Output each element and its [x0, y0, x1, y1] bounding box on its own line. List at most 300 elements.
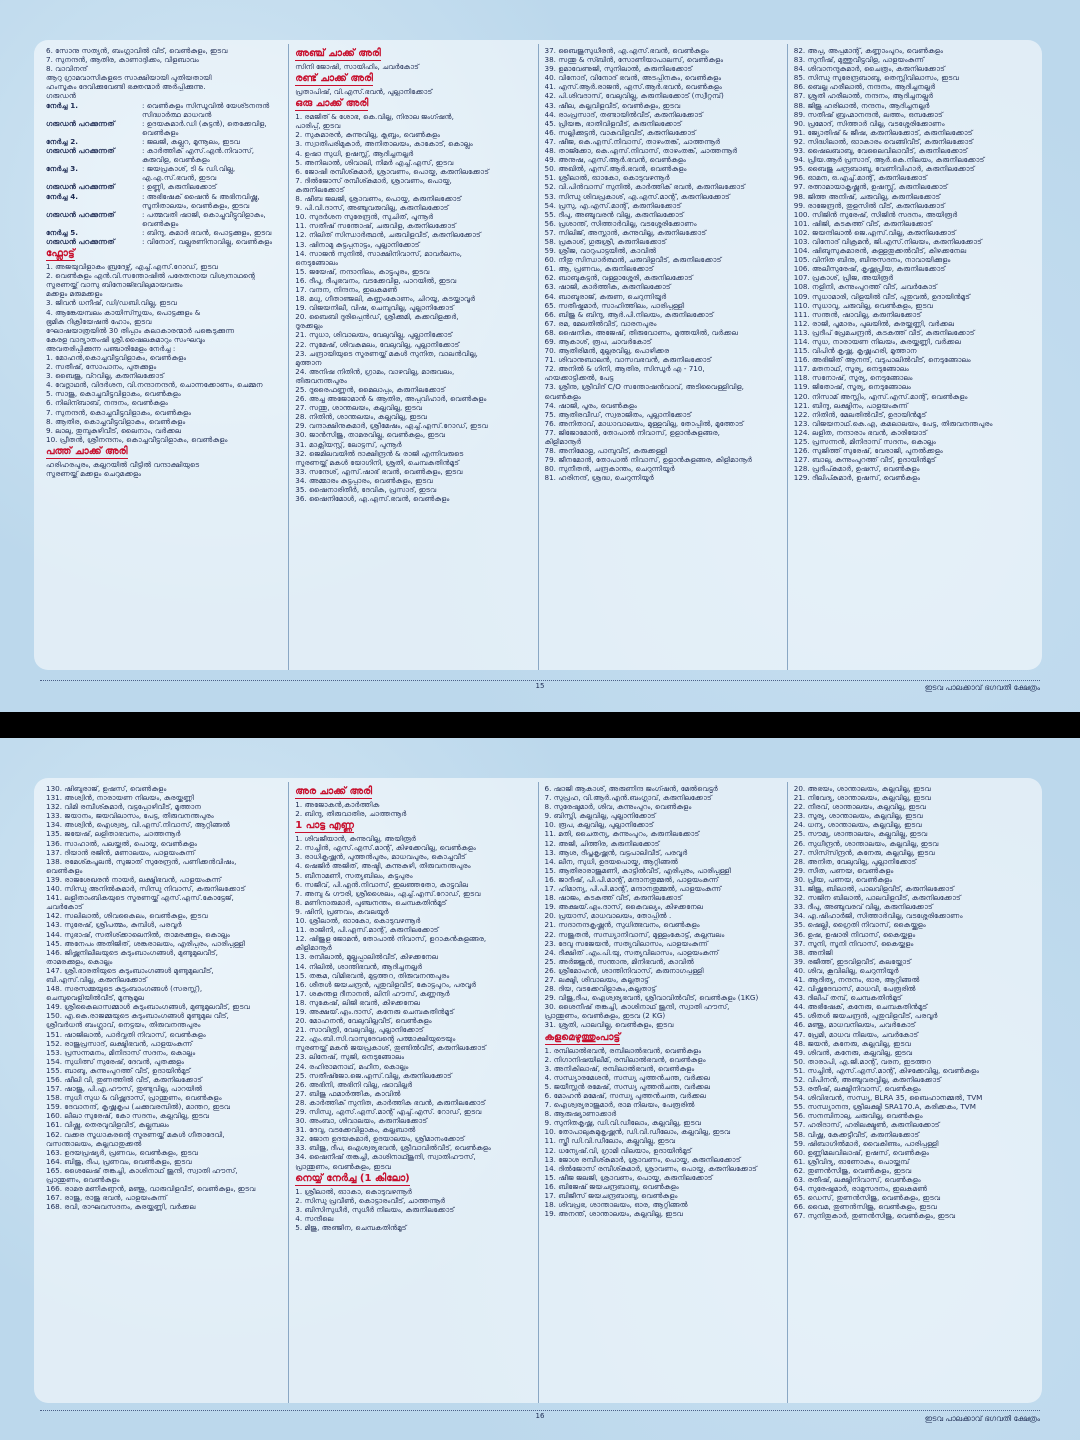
list-item: 29. വന്ദാക്ഷിനുകുമാർ, ശ്രീമേഷം, എച്ച്.എസ്.റോഡ്, ഇടവ [295, 421, 488, 431]
list-item: 41. എസ്.ആർ.രാജൻ, എസ്.ആർ.ഭവൻ, വെൺകുളം [544, 82, 722, 92]
list-item: 20. പ്രയാസ്, മാധവാലയം, തോപ്പിൽ . [544, 911, 672, 921]
list-item: 148. സരസമ്മയുടെ കുടുംബാംഗങ്ങൾ (സരസ്സ്), [46, 984, 203, 994]
offering-value: : ഉണ്ണി, കരുനിലക്കോട് [142, 182, 217, 192]
list-item: 27. ലക്ഷ്മി, ശിവാലയം, കല്ലുതാട്ട് [544, 974, 649, 984]
list-item: 68. ഷൈനിക, അജേഷ്, തിരുവോണം, മുത്തയിൽ, വർക്കല [544, 327, 738, 337]
list-item: 85. സിന്ധു സുരേന്ദ്രബാബു, തെസ്സിവിലാസം, ഇടവ [793, 73, 959, 83]
list-item: തിരുവനന്തപുരം [295, 375, 347, 385]
list-item: 27. ബിജു ഫമാർത്തിക, കാവിൽ [295, 1088, 401, 1098]
list-item: 71. ശിവാനുബാലൻ, വാസവഭവൻ, കരുനിലക്കോട് [544, 355, 712, 365]
list-item: 83. സുനീഷ്, മുത്തുവീട്ടുവിള, പാളയംകുന്ന് [793, 55, 925, 65]
list-item: 40. ശിവ, കൂവിലില്ല, ചെറുന്നിയൂർ [793, 965, 899, 975]
list-item: 60. നീതു സിന്ധാർത്ഥൻ, ചരുവിളവീട്, കരുനിലക്കോട് [544, 255, 722, 265]
list-item: ദൂരക്കല്ലും [295, 321, 323, 331]
list-item: 6. മോഹൻ മമേഷ്, സന്ധ്യ പുത്തൻചന്ത, വർക്കല [544, 1091, 706, 1100]
section-title-five-sacks: അഞ്ച് ചാക്ക് അരി [295, 48, 381, 59]
list-item: പാരിപ്പ്, ഇടവ [295, 121, 341, 131]
page-15 [0, 0, 1080, 712]
list-item: 30. പ്രിയ, പണയ, വെൺകുളം [793, 874, 893, 884]
list-item: 158. സുധീ സുധ & വിഷ്ണുദാസ്, പ്രാന്തുണം, വെൺകുളം [46, 1093, 222, 1103]
offering-value: : ജയപ്രകാശ്, ടി & ഡി.വില്ല, എ.എ.സ്.ഭവൻ, ഇടവ [142, 164, 236, 183]
list-item: 21. സദാനന്ദകൃഷ്ണൻ, സുധിത്ഭവനം, വെൺകുളം [544, 920, 700, 930]
list-item: സ്മരണയ്ക്ക് മകൾ യോഗിനി, ശ്രുതി, ചെമ്പകതിൻമൂട് [295, 457, 460, 467]
list-item: 9. സുനിതകൃഷ്ണ, ഡി.വി.ഡീലോം, കല്ലുവില്ല, ഇടവ [544, 1118, 701, 1128]
list-item: 34. അമ്മാരം കുട്ടപ്പാരം, വെൺകുളം, ഇടവ [295, 475, 433, 485]
list-item: 163. ഉദയപ്രഷ്യർ, പ്രണവം, വെൺകുളം, ഇടവ [46, 1147, 198, 1157]
list-item: 90. പ്രമോദ്, സിത്താർ വില്ല, വടശ്ശേരിക്കോണം [793, 118, 945, 128]
offering-row [46, 182, 282, 191]
list-item: 3. ബൈജു, വ്റവില്ല, കരുനിലക്കോട് [46, 371, 164, 381]
list-item: 3. രാധികൃഷ്ണൻ, പുത്തൻപുരം, മാധവപുരം, കൊച്ചുവീട് [295, 852, 466, 862]
list-item: 35. ഷൈനാരിതീർ, ദേവിക, പ്രസാദ്, ഇടവ [295, 485, 437, 495]
list-item: 98. ജിത്ത അനിഷ്, ചരുവില്ല, കരുനിലക്കോട് [793, 191, 941, 201]
list-item: 151. ഷാജിലാൽ, പാർവ്വതി നിവാസ്, വെൺകുളം [46, 1029, 206, 1039]
list-item: 141. ലളിതാംബികയുടെ സ്മരണയ്ക്ക് എസ്.എസ്.കോട്ടേജ്, [46, 893, 234, 903]
donor-list [46, 784, 282, 1211]
list-item: 1. അജയുവിളാകം ബ്രദേഴ്സ്, എച്ച്.എസ്.റോഡ്, ഇടവ [46, 262, 218, 272]
list-item: 53. സിന്ധു ശിവപ്രകാശ്, എ.എസ്.മാന്റ്, കരുനിലക്കോട് [544, 191, 730, 201]
list-item: 2. സതീഷ്, സോപാനം, പുതക്കുളം [46, 362, 157, 372]
offering-value: : കാർത്തിക് എസ്.എൻ.നിവാസ്, കുരുവിള, വെൺകുളം [142, 146, 255, 165]
donor-list [545, 46, 781, 483]
list-item: 54. ശിവിഭവൻ, സന്ധ്യ, BLRA 35, ബൈഹാനമ്മൽ, TVM [793, 1093, 983, 1103]
list-item: 57. സിലിജ്, അസ്ലാൻ, കുന്നുവില്ല, കരുനിലക്കോട് [544, 227, 707, 237]
list-item: 2. സുകുമാരൻ, കുന്നുവില്ല, ക്ലബ്ബം, വെൺകുളം [295, 130, 440, 140]
list-item: 2. വെൺകുളം എൻ.വി.സന്തോഷിൽ പരേതനായ വിശ്വനാഥന്റെ [46, 271, 256, 281]
list-item: 99. രാജേന്ദ്രൻ, തുളസിൽ വീട്, കരുനിലക്കോട് [793, 200, 945, 210]
list-item: സിനി ജോഷി, സായിഹിം, ചവർകോട് [295, 62, 419, 71]
list-item: 42. പി.ശിവദാസ്, വേലുവില്ല, കരുനിലക്കോട് (സ്വീറ്റമ്പ്) [544, 91, 724, 101]
list-item: 145. അനേപം അതിജിത്, ശങ്കരാലയം, എരിപ്പുരം, പാരിപ്പള്ളി [46, 938, 246, 948]
list-item: 57. ഹരിദാസ്, ഹരിലക്ഷ്മൺ, കരുനിലക്കോട് [793, 1120, 940, 1130]
list-item: കിളിമാനൂർ [295, 943, 332, 953]
list-item: 167. രാജു, രാജു ഭവൻ, പാളയംകുന്ന് [46, 1193, 167, 1203]
content-panel [34, 40, 1042, 670]
list-item: 5. ബീനാമണി, സത്യബിലം, കട്ടുപുരം [295, 870, 413, 880]
list-item: 27. സിസ്സ്ന്ദ്രൻ, കനേരു, കല്ലുവില്ല, ഇടവ [793, 847, 935, 857]
list-item: 60. ഉണ്ണിമലവിലാഷ്, ഉഷസ്, വെൺകുളം [793, 1147, 930, 1157]
list-item: 9. ലാലു, തുമ്പുകുഴിവീട്, ലൈനാം, വർക്കല [46, 425, 182, 435]
list-item: 2. ബിന്ദു, തിരുവാതിര, ചാത്തന്നൂർ [295, 809, 407, 819]
list-item: 17. വന്ദന, നിന്ദനം, ഇലകമൺ [295, 284, 398, 294]
list-item: പ്രാന്തുണം, വെൺകുളം, ഇടവ (2 KG) [544, 1011, 666, 1021]
list-item: പ്രതാപിഷ്, വി.എസ്.ഭവൻ, പുല്ലാനിക്കോട് [295, 87, 433, 97]
list-item: 37. ബൈജുസുധീരൻ, എ.എസ്.ഭവൻ, വെൺകുളം [544, 46, 709, 55]
offering-value: : പത്മവതി ഷാജി, കൊച്ചുവീട്ടുവിളാകം, വെൺകുളം [142, 209, 266, 228]
list-item: 129. ദീലിപ്കുമാർ, ഉഷസ്, വെൺകുളം [793, 473, 920, 483]
list-item: 12. അജി, ചിത്തിര, കരുനിലക്കോട് [544, 838, 660, 848]
list-item: വസന്താലയം, കല്ലുവാതുക്കൽ [46, 1138, 142, 1148]
list-item: 14. ലീന, സുധി, ഉദയപൊയ്ക, ആറ്റിങ്ങൽ [544, 856, 678, 866]
ten-sacks-list [46, 460, 282, 478]
column-2 [288, 44, 537, 670]
list-item: 10. ശ്രീലാൽ, ഓാകോ, കൊടുവഴന്നൂർ [295, 916, 421, 926]
list-item: 13. ആശ, ദീപ്തകൃഷ്ണൻ, വട്ടപാലിവീട്, പരവൂർ [544, 847, 688, 857]
list-item: സ്മരണയ്ക്ക് മകൻ ജയപ്രകാശ്, തുണ്ടിൽവീട്, കരുനിലക്കോട് [295, 1043, 487, 1053]
column-1 [40, 44, 288, 670]
list-item: 12. ധന്യേഷ്.വി, ഗ്രാമി വിലയാം, ഉദായിൻമൂട് [544, 1145, 692, 1155]
list-item: 64. സുരേഷുമാർ, രാമുസദനം, ഇലകമൺ [793, 1184, 928, 1194]
list-item: 76. അനിതാവ്, മാധാവാലയം, മുള്ളുവില്ല, തോപ്പിൽ, മൂത്തോട് [544, 418, 744, 428]
offering-label: ഗരുഡൻ പറക്കുന്നത് [46, 236, 115, 246]
list-item: 107. പ്രകാശ്, പ്രിജ, അയിരൂർ [793, 273, 894, 283]
list-item: 91. ജ്യോതിഷ് & ജീഷ, കരുനിലക്കോട്, കരുനിലക്കോട് [793, 127, 973, 137]
list-item: 7. സുപ്രഹ, വി.ആർ.എൻ.ബംഗ്ലാവ്, കരുനിലക്കോട് [544, 793, 712, 803]
list-item: 146. ജിഷ്ണുനിലീലയുടെ കുടുംബാംഗങ്ങൾ, മുണ്ടുമുലവീട്, [46, 947, 218, 957]
list-item: 24. ദീക്ഷിത് .എം.പി.യു, സത്യവിലാസം, പാളയംകുന്ന് [544, 947, 719, 957]
list-item: 19. അക്ഷയ്.എം.ദാസ്, കനേരു ചെമ്പകതിൻമൂട് [295, 1006, 454, 1016]
section-title-oil-tin: 1 പാട്ട എണ്ണ [295, 820, 354, 832]
page-number: 15 [535, 682, 545, 690]
list-item: 7. ഐശ്വര്യരാജുമാർ, രാമ നിലയം, പേരൂരിൽ [544, 1100, 695, 1110]
offering-row [46, 137, 282, 146]
list-item: 110. സുധാവു, ചരുവില്ല, വെൺകുളം, ഇടവ [793, 300, 933, 310]
list-item: 36. ഉഷ, ഉഷാരി നിവാസ്, കൈയ്ക്കുളം [793, 929, 916, 939]
list-item: 16. ദീപു, ദീപുഭവനം, വടക്കേവിള, പാറയിൽ, ഇടവ [295, 275, 457, 285]
list-item: 27. സന്തു, ശാന്തലയം, കല്ലുവില്ല, ഇടവ [295, 403, 423, 413]
list-item: 10. രൂപ, കല്ലുവില്ല, പുല്ലാനിക്കോട് [544, 820, 654, 830]
list-item: 5. സാജു, കൊച്ചുവീട്ടുവിളാകം, വെൺകുളം [46, 389, 181, 399]
list-item: 31. മാക്സിയസ്റ്റ്, ലോട്ടസ്, പുന്നൂർ [295, 439, 402, 449]
list-item: 58. പ്രകാശ്, ഗുരുശ്രീ, കരുനിലക്കോട് [544, 236, 667, 246]
offering-row [46, 228, 282, 237]
list-item: 53. രതീഷ്, ലക്ഷ്മിനിവാസ്, വെൺകുളം [793, 1084, 921, 1094]
list-item: 10. തോപാലുകമുകൃഷ്ണൻ, ഡി.വി.ഡീലോം, കല്ലുവില്ല, ഇടവ [544, 1127, 731, 1137]
list-item: ചവർകോട് [46, 902, 83, 912]
list-item: 33. സന്ദേശ്, എസ്.ഷാഭ് ഭവൻ, വെൺകുളം, ഇടവ [295, 466, 463, 476]
list-item: 143. സുരേഷ്, ശ്രീപത്മം, കുമ്പിൾ, പരവൂർ [46, 920, 182, 930]
garudan-offerings [46, 101, 282, 247]
list-item: 47. ഷീജ, കെ.എസ്.നിവാസ്, താഴംതങ്ക്, ചാത്തന്നൂർ [544, 136, 721, 146]
list-item: 45. പ്രിയങ്ക, ഭാതിവിളവീട്, കരുനിലക്കോട് [544, 118, 682, 128]
list-item: 6. സജീവ്, പി.എൻ.നിവാസ്, ഇലഞ്ഞതോ, കാട്ടുവില [295, 879, 469, 889]
list-item: 72. അനിൽ & ഗിനി, ആതിര, സിന്ധൂർ എ - 710, [544, 364, 705, 374]
list-item: 32. സജിന ബിലാൽ, പാലവിളവീട്, കരുനിലക്കോട് [793, 893, 961, 903]
list-item: 5. മിജു, അഞ്ജിന, ചെമ്പകതിൻമൂട് [295, 1223, 407, 1233]
list-item: 116. അഭിജിത് ആനന്ദ്, വടുപാലിൽവീട്, നെടുങ്ങോലം [793, 355, 971, 365]
list-item: 21. സുധാ, ശിവാലയം, വേലുവില്ല, പുല്ലാനിക്കോട് [295, 330, 453, 340]
list-item: 147. ശ്രീ.ഭാരതിയുടെ കുടുംബാംഗങ്ങൾ മുണ്ടുമുലവീട്, [46, 965, 214, 975]
list-item: 46. സല്ലിക്കുട്ടൻ, വാകുവിളവീട്, കരുനിലക്കോട് [544, 127, 696, 137]
list-item: 1. ശിവജീയാൻ, കുന്നുവില്ല, അയിരൂർ [295, 834, 416, 844]
list-item: 134. അശ്വിൻ, ഐശ്വര്യ, വി.എസ്.നിവാസ്, ആറ്റിങ്ങൽ [46, 820, 231, 830]
list-item: കരുനിലക്കോട് [295, 184, 345, 194]
section-title-ghee: നെയ്യ് നേർച്ച (1 കിലോ) [295, 1172, 410, 1184]
list-item: 78. അനിമോളു, പാമ്പുവീട്, കരുക്കള്ളി [544, 446, 668, 456]
list-item: ബി.എസ്.വില്ല, കരുനിലക്കോട് [46, 974, 147, 984]
list-item: 75. ആതിരവീഡ്, സ്വരാജിതം, പുല്ലാനിക്കോട് [544, 409, 692, 419]
list-item: പ്രാന്തുണം, വെൺകുളം [46, 1175, 120, 1185]
list-item: 25. അർജ്ജുൻ, സന്താനു, മിനിഭവൻ, കാവിൽ [544, 956, 695, 966]
list-item: 122. നിതിൻ, മേലതിൽവീട്, ഉദായിൻമൂട് [793, 409, 927, 419]
list-item: 40. വിനോദ്, വിനോദ് ഭവൻ, അടപ്പിനകം, വെൺകുളം [544, 73, 722, 83]
offering-value: : ഉദയകുമാർ.ഡി (കുട്ടൻ), തെക്കേവിള, വെൺകുളം [142, 118, 267, 137]
list-item: 155. ബാബു, കുന്നുംപുറത്ത് വീട്, ഉദായിൻമൂട് [46, 1065, 191, 1075]
list-item: 31. ജിജു, ബിലാൽ, പാലവിളവീട്, കരുനിലക്കോട് [793, 884, 955, 894]
offering-row [46, 119, 282, 137]
list-item: 16. ശീതൾ ജയചന്ദ്രൻ, പുതുവിളവീട്, കോട്ടപുറം, പരവൂർ [295, 979, 477, 989]
list-item: 15. തങ്കമ, വിമിഭവൻ, മുട്ടത്തറ, തിരുവനന്തപുരം [295, 970, 450, 980]
list-item: 8. മണിനാരുമാർ, പുഞ്ചനന്തം, ചെമ്പകതിൻമൂട് [295, 897, 447, 907]
list-item: 51. സച്ചിൻ, എസ്.എസ്.മാന്റ്, കിഴക്കേവില്ല, വെൺകുളം [793, 1065, 979, 1075]
list-item: 16. ജാദീഷ്, പി.പി.മാന്റ്, മന്ദാനതുമ്മൽ, പാളയംകുന്ന് [544, 874, 719, 884]
section-title-two-sacks: രണ്ട് ചാക്ക് അരി [295, 73, 373, 85]
list-item: 111. സന്തൻ, ഷാവില്ല, കരുനിലക്കോട് [793, 309, 922, 319]
list-item: 17. ശകുന്തള ദീനാനൻ, ലിനി ഹൗസ്, കണ്ണനൂർ [295, 988, 450, 998]
list-item: 29. വിജു,ദീപ, ഐശ്വര്യഭവൻ, ശ്രീവാവിൽവീട്, വെൺകുളം (1KG) [544, 993, 759, 1003]
list-item: 14. സാജൻ സുനിൽ, സാക്ഷിനിവാസ്, മാവർലനം, [295, 248, 462, 258]
list-item: 153. പ്രസന്നമനം, മിനിദാസ് സദനം, കൊല്ലം [46, 1047, 196, 1057]
list-item: 15. ജയേഷ്, നന്ദാനിലം, കാട്ടുപുരം, ഇടവ [295, 266, 430, 276]
list-item: 22. എം.ബി.സി.വാസുദേവന്റെ പത്മാക്ഷിയുടെയും [295, 1034, 456, 1044]
list-item: 26. സുധീന്ദ്രൻ, ശാന്താലയം, കല്ലുവില്ല, ഇടവ [793, 838, 939, 848]
list-item: 8. വാവിനന്ദ് [46, 64, 88, 74]
list-item: 102. ജയന്ദിലാൽ ജെ.എസ്.വില്ല, കരുനിലക്കോട് [793, 227, 956, 237]
offering-label: ഗരുഡൻ പറക്കുന്നത് [46, 146, 115, 156]
list-item: 44. രാംപ്രസാദ്, തണ്ടായിൽവീട്, കരുനിലക്കോട് [544, 109, 703, 119]
half-sack-list [295, 800, 531, 818]
list-item: 59. ഷിബാഗിൽമാർ, വൈകിണ്ടം, പാരിപ്പള്ളി [793, 1138, 939, 1148]
list-item: 3. ബിസിസുധീർ, സുധീർ നിലയം, കരുനിലക്കോട് [295, 1204, 455, 1214]
list-item: 56. സനമ്പിനാലു, ചരുവില്ല, വെൺകുളം [793, 1111, 923, 1121]
list-item: 119. ജിതോഷ്, സൂര്യ, നെടുങ്ങോലം [793, 382, 911, 392]
list-item: 121. ബിന്ദു, ലക്ഷ്മിനം, പാളയംകുന്ന് [793, 400, 908, 410]
section-title-ten-sacks: പത്ത് ചാക്ക് അരി [46, 445, 128, 457]
list-item: 46. മഞ്ജു, മാധവനിലയം, ചവർകോട് [793, 1020, 916, 1030]
list-item: 92. സിദ്ധിലാൽ, ഓാകാരം വെങ്ങിവീട്, കരുനിലക്കോട് [793, 136, 974, 146]
list-item: 86. ബെല്ലു ഹരീലാൽ, നന്ദനം, ആദിച്ചനല്ലൂർ [793, 82, 936, 92]
footer-temple-name: ഇടവ പാലക്കാവ് ഭഗവതി ക്ഷേത്രം [924, 1414, 1040, 1423]
list-item: 33. ദീപു, അഞ്ചുവരവ് വില്ല, കരുനിലക്കോട് [793, 902, 933, 912]
list-item: 161. വിഷ്ണു, തെരവുവിളവീട്, കല്ലമ്പലം [46, 1120, 169, 1130]
list-item: 48. താജ്ക്കോ, കെ.എസ്.നിവാസ്, താഴംതങ്ക്, ചാത്തന്നൂർ [544, 146, 738, 156]
list-item: 135. ജയേഷ്, ലളിതാഭവനം, ചാത്തന്നൂർ [46, 829, 181, 839]
footer-rule [40, 680, 1040, 681]
list-item: 34. എ.ഷിഹാർജി, സിത്താർവില്ല, വടശ്ശേരിക്കോണം [793, 911, 963, 921]
list-item: 44. അഭിഷേക്, കനേരു, ചെമ്പകതിൻമൂട് [793, 1002, 928, 1012]
list-item: 19. അക്ഷയ്.എം.ദാസ്, കൈവല്യം, കിഴക്കനേല [544, 902, 703, 912]
offering-row [46, 146, 282, 164]
list-item: 164. ബിജു, ദീപ, പ്രണവം, വെൺകുളം, ഇടവ [46, 1156, 192, 1166]
list-item: 18. ശിവപ്രഭ, ശാന്താലയം, ഓര, ആറ്റിങ്ങൽ [544, 1200, 688, 1210]
list-item: 81. ഹരിനന്ദ്, ശ്രദ്ധ, ചെറുന്നിയൂർ [544, 473, 654, 483]
list-item: 52. വിപിനൻ, അഞ്ചുവരവ്വില്ല, കരുനിലക്കോട് [793, 1075, 941, 1084]
donor-list [545, 784, 781, 1030]
list-item: 67. രമ, മേലതിൽവീട്, വാരനപുരം [544, 318, 657, 328]
list-item: 157. ഷാജു, പി.എ.ഹൗസ്, തുണ്ടുവില്ല, പാറയിൽ [46, 1084, 203, 1094]
list-item: 15. ആതിരാരാജുമണി, കാട്ടിൽവീട്, എരിപ്പുരം, പാരിപ്പള്ളി [544, 865, 732, 875]
list-item: മക്കളും മരുമക്കളും [46, 289, 103, 299]
list-item: 144. സുഭാഷ്, സതിശ്ക്കാലെനിൽ, താമരക്കുളം, കൊല്ലം [46, 929, 230, 939]
list-item: കേരള വാദ്യാതംഷി ശ്രീ.ഷൈലകുമാറും സംഘവും [46, 334, 206, 344]
list-item: 43. ദിലീപ് തമ്പ്, ചെമ്പകതിൻമൂട് [793, 993, 902, 1003]
list-item: 124. ലളിത, നന്ദാരാം ഭവൻ, കാരിയോട് [793, 427, 927, 437]
section-title-float: ഫ്ലോട്ട് [46, 248, 75, 260]
list-item: 89. സതീഷ് ബ്രഹ്മാനന്ദൻ, ലത്തം, ഒമ്പക്കോട് [793, 109, 943, 119]
page-separator [0, 712, 1080, 738]
list-item: 50. താരാപി, എ.ജി.മാന്റ്, വരന, ഇടത്തറ [793, 1056, 931, 1066]
list-item: 30. ശൈനീഷ് തങ്കച്ചി, കാശിനാഥ് ജൂന്ദി, സ്വാതി ഹൗസ്, [544, 1002, 730, 1012]
list-item: 132. വിമി രമ്പീശ്കുമാർ, വട്ടപ്പോഴിവീട്, മൂത്താന [46, 802, 202, 812]
list-item: 28. കാർത്തിക് സുനിത, കാർത്തിക ഭവൻ, കരുനിലക്കോട് [295, 1097, 486, 1107]
list-item: സ്മരണയ്ക്ക് മക്കളും ചെറുമക്കളും [46, 469, 142, 479]
offering-value: : ജലജി, കല്ലറ, മൂന്നൂലം, ഇടവ [142, 136, 240, 146]
offering-label: നേർച്ച 1. [46, 100, 78, 110]
list-item: 49. ശിവൻ, കനേരു, കല്ലുവില്ല, ഇടവ [793, 1047, 913, 1057]
list-item: പ്രാന്തുണം, വെൺകുളം, ഇടവ [295, 1161, 391, 1171]
list-item: 140. സിന്ധു അനിൽകുമാർ, സിന്ധു നിവാസ്, കരുനിലക്കോട് [46, 884, 246, 894]
list-item: 6. സോനു സത്യൻ, ബംഗ്ലാവിൽ വീട്, വെൺകുളം, ഇടവ [46, 46, 228, 55]
offering-label: ഗരുഡൻ പറക്കുന്നത് [46, 209, 115, 219]
offering-row [46, 192, 282, 210]
list-item: 65. ഡെസ്, തുണൻസിജു, വെൺകുളം, ഇടവ [793, 1193, 941, 1203]
list-item: 88. ജിജു ഹരിലാൽ, നന്ദനം, ആദിച്ചനല്ലൂർ [793, 100, 930, 110]
list-item: 52. വി.പിൻവാസ് സുനിൽ, കാർത്തിക് ഭവൻ, കരുനിലക്കോട് [544, 182, 746, 192]
list-item: 67. സുനിതുകാർ, തുണൻസിജു, വെൺകുളം, ഇടവ [793, 1211, 956, 1221]
list-item: 113. പ്രദീപ് പ്രേമചന്ദ്രൻ, കടകത്ത് വീട്, കരുനിലക്കോട് [793, 327, 975, 337]
list-item: 162. വക്കര സൂധാകരന്റെ സ്മരണയ്ക്ക് മകൾ ഗീതാദേവി, [46, 1129, 225, 1139]
list-item: 12. നിലിത് സിന്ധാർത്ഥൻ, ചരുവിളവീട്, കരുനിലക്കോട് [295, 230, 481, 240]
list-item: 87. ശ്രുതി ഹരീലാൽ, നന്ദനം, ആദിച്ചനല്ലൂർ [793, 91, 934, 101]
list-item: 43. ഷീല, കല്ലുവിളവീട്, വെൺകുളം, ഇടവ [544, 100, 681, 110]
list-item: 114. സുധ, നാരായണ നിലയം, കുരയ്ക്കണ്ണി, വർക്കല [793, 337, 961, 346]
list-item: 13. ജോശ രമ്പീശ്കുമാർ, ശ്രാവണം, പൊയ്ക, കരുനിലക്കോട് [544, 1154, 741, 1164]
list-item: 19. അനന്ത്, ശാന്താലയം, കല്ലുവില്ല, ഇടവ [544, 1209, 683, 1219]
list-item: 128. പ്രദീപ്കുമാർ, ഉഷസ്, വെൺകുളം [793, 464, 920, 474]
list-item: 37. സൂനി, സൂനി നിവാസ്, കൈയ്ക്കുളം [793, 938, 914, 948]
list-item: 36. ഷൈനിമോൾ, എ.എസ്.ഭവൻ, വെൺകുളം [295, 494, 450, 504]
list-item: 4. സന്ദീലെ [295, 1213, 334, 1223]
offering-label: നേർച്ച 3. [46, 164, 78, 174]
list-item: 149. ശ്രീകൈലാസമ്മാൾ കുടുംബാംഗങ്ങൾ, മുണ്ടുമുലവീട്, ഇടവ [46, 1002, 250, 1012]
list-item: 62. തുണൻസിജു, വെൺകുളം, ഇടവ [793, 1165, 912, 1175]
offering-label: നേർച്ച 4. [46, 191, 78, 201]
list-item: 28. ദിയ, വടക്കേവിളാകം,കല്ലുതാട്ട് [544, 984, 656, 994]
list-item: 1. അജോകൻ,കാർത്തിക [295, 800, 380, 809]
list-item: 105. വിനിത ബിനു, ബിനുസദനം, നാവായിക്കുളം [793, 255, 951, 265]
list-item: 25. സതീഷ്ജോ.ജെ.എസ്.വില്ല, കരുനിലക്കോട് [295, 1070, 452, 1080]
list-item: 8. ആരുഷ്യാണാക്കാർ [544, 1109, 617, 1119]
list-item: 138. രമേശ്കപൂലൻ, സുജാത് സുരേന്ദ്രൻ, പണിക്കൻവിഷം, [46, 856, 237, 866]
list-item: 31. ദേവു, വടക്കേവിളാകം, കല്ലുബാൽ [295, 1125, 416, 1135]
list-item: 104. ഷിബുസുകുമാരൻ, കുള്ളതുക്കൽവീട്, കിഴക്കനേല [793, 246, 967, 256]
list-item: 4. വേദ്നാഥൻ, വിദർശന, വി.നന്ദാനന്ദൻ, ചൊന്നക്കോണം, ചെമ്മന [46, 380, 263, 390]
list-item: ഹരിഹരപുരം, കല്ലറയിൽ വീട്ടിൽ വന്ദാക്ഷിയുടെ [46, 459, 200, 469]
list-item: 166. രാമര മണികണ്ഠൻ, മഞ്ജു, വാരുവിളവീട്, വെൺകുളം, ഇടവ [46, 1184, 256, 1194]
list-item: 11. സ്ത്രീ ഡി.വി.ഡീലോം, കല്ലുവില്ല, ഇടവ [544, 1136, 676, 1146]
list-item: 7. ദിൽജോസ് രമ്പീശ്കുമാർ, ശ്രാവണം, പൊയ്ക, [295, 175, 452, 185]
kalamezhuthu-list [545, 1046, 781, 1219]
list-item: 139. രാജശേഖരൻ നായർ, ലക്ഷ്മിഭവൻ, പാളയംകുന്ന് [46, 874, 222, 884]
list-item: 93. ഷൈലബാബു, വേലൈവിലാവീട്, കരുനിലക്കോട് [793, 146, 968, 156]
list-item: 2. സിന്ധു പ്രവീൺ, കൊട്ടാരംവീട്, ചാത്തന്നൂർ [295, 1195, 446, 1205]
list-item: 108. നളിനി, കുന്നുംപുറത്ത് വീട്, ചവർകോട് [793, 282, 937, 292]
list-item: 49. അനുഷ, എസ്.ആർ.ഭവൻ, വെൺകുളം [544, 155, 686, 165]
list-item: 20. ബൈബി ദുരിപ്പെൻഡ്, ശ്രീക്കുമി, കക്കവിളുക്കർ, [295, 312, 459, 322]
ghee-list [295, 1187, 531, 1232]
list-item: 3. സ്വാതിപരിമുകാർ, അനിതാലയം, കാകോട്, കൊല്ലം [295, 139, 473, 149]
list-item: വെൺകുളം [46, 865, 83, 875]
offering-value: : വെൺകുളം സിന്ധൂവിൽ യേശ്ടനന്ദൻ സിദ്ധാർത്ഥ മാധവൻ [142, 100, 270, 119]
offering-value: : ബിന്ദു, കുമാർ ഭവൻ, പൊട്ടക്കുളം, ഇടവ [142, 227, 272, 237]
list-item: 6. നിലിന്ബാബ്, നന്ദനം, വെൺകുളം [46, 398, 168, 408]
list-item: 18. സുകേഷ്, ലിജി ഭവൻ, കിഴക്കനേല [295, 997, 420, 1007]
list-item: 74. ഷാജി, പൂരം, വെൺകുളം [544, 400, 637, 410]
list-item: 26. അഭിനി, അഭിനി വില്ല, ഷാവില്ലൂർ [295, 1079, 413, 1089]
list-item: 4. ഷെജിർ അജിത്, അഷ്ടി, കുന്നുകുഴി, തിരുവനന്തപുരം [295, 861, 471, 871]
offering-value: : അഭിഷേക് ഷൈൻ & അഭിനവിഷ്ണു, സൂനിതാലയം, വെൺകുളം, ഇടവ [142, 191, 260, 210]
list-item: സ്മരണയ്ക്ക് വാസു ബിനോജ്ഭവിലുമായവരും [46, 280, 183, 290]
list-item: 159. ദേവാനന്ദ്, കൃഷ്ണകൃപ (ചക്കുവരമ്പിൽ), മാന്തറ, ഇടവ [46, 1102, 231, 1112]
list-item: 82. അപ്പു, അപ്പുമാന്റ്, കണ്ണാംപുറം, വെൺകുളം [793, 46, 943, 55]
column-4 [787, 782, 1036, 1403]
list-item: 29. സീത, പണയ, വെൺകുളം [793, 865, 894, 875]
list-item: 19. വിജയനിലീ, വിഷ, ചെമ്പുവില്ല, പുല്ലാനിക്കോട് [295, 303, 454, 313]
list-item: 160. ലീലാ സുരേഷ്, കോ സദനം, കല്ലുവില്ല, ഇടവ [46, 1111, 210, 1121]
list-item: 70. ആതിരിമൻ, മുല്ലൂരവില്ല, പൊഴിക്കര [544, 346, 670, 356]
list-item: ശ്രീവർധൻ ബംഗ്ലാവ്, നെട്ടയം, തിരുവനന്തപുരം [46, 1020, 201, 1030]
list-item: 30. അംബാ, ശിവാലയം, കരുനിലക്കോട് [295, 1116, 428, 1126]
list-item: 4. ഉഷാ സുധി, ഉഷസ്സ്, ആദിച്ചനല്ലൂർ [295, 148, 414, 158]
list-item: 45. ശീതൾ ജയചന്ദ്രൻ, പുതുവിളവീട്, പരവൂർ [793, 1011, 938, 1021]
list-item: 38. സന്തു & സ്ബിൻ, സോണിയാപാലസ്, വെൺകുളം [544, 55, 724, 65]
list-item: 123. വിജയനാഥ്.കെ.എ, കമലാലയം, പേട്ട, തിരുവനന്തപുരം [793, 418, 993, 428]
footer-temple-name: ഇടവ പാലക്കാവ് ഭഗവതി ക്ഷേത്രം [924, 683, 1040, 692]
list-item: 21. നിവേദ്യ, ശാന്താലയം, കല്ലുവില്ല, ഇടവ [793, 793, 931, 803]
list-item: 33. ബിജു, ദീപ, ഐശ്വര്യഭവൻ, ശ്രീവാവിൽവീട്, വെൺകുളം [295, 1143, 491, 1153]
list-item: താമരക്കുളം, കൊല്ലം [46, 956, 113, 966]
list-item: 32. ജെമിലവയിൽ ദാക്ഷിന്ദ്രൻ & രാജി എന്നിവരുടെ [295, 448, 464, 458]
list-item: അവതരിപ്പിക്കുന്ന പഞ്ചാരിമേളം നേർച്ച : [46, 343, 176, 353]
two-sacks-list [295, 87, 531, 96]
list-item: 79. ജീനമോൻ, തോപാൽ നിവാസ്, ഉളാൻകുളങ്ങര, കിളിമാനൂർ [544, 455, 752, 465]
list-item: ഗരുഡൻ [46, 91, 77, 101]
donor-list [794, 46, 1030, 483]
list-item: 21. സാവിത്രി, വേലുവില്ല, പുല്ലാനിക്കോട് [295, 1025, 424, 1035]
list-item: 9. ബിസ്നി, കല്ലുവില്ല, പുല്ലാനിക്കോട് [544, 811, 656, 821]
list-item: 120. നിസാമ് അസ്സിം, എസ്.എസ്.മാന്റ്, വെൺകുളം [793, 391, 968, 401]
list-item: 1. ശ്രീലാൽ, ഓാകാ, കൊടുവഴന്നൂർ [295, 1186, 412, 1196]
list-item: 69. ആകാശ്, രൂപ, ചാവർകോട് [544, 337, 652, 346]
list-item: 11. രാജിനി, പി.എസ്.മാന്റ്, കരുനിലക്കോട് [295, 925, 439, 935]
list-item: 125. പ്രസന്നൻ, മിനിദാസ് സദനം, കൊല്ലം [793, 437, 936, 447]
list-item: 130. ഷിബുരാജ്, ഉഷസ്, വെൺകുളം [46, 784, 167, 793]
list-item: 115. വിപിൻ കൃഷ്ണ, കൃഷ്ണഹരി, മൂത്താന [793, 346, 917, 356]
column-1 [40, 782, 288, 1403]
list-item: 61. ശ്രീവിദ്യ, ഓണോകം, പൊയ്ക്കുമ്പ് [793, 1156, 910, 1166]
list-item: 1. മോഹൻ,കൊച്ചുവീട്ടുവിളാകം, വെൺകുളം [46, 353, 187, 362]
list-item: 41. ആദിത്യ, നന്ദനം, ഓര, ആറ്റിങ്ങൽ [793, 974, 920, 984]
list-item: 154. സുധിത്സ് സുരേഷ്, ദേവൻ, പുതക്കുളം [46, 1056, 184, 1066]
list-item: 152. രാജുപ്രസാദ്, ലക്ഷ്മിഭവൻ, പാളയംകുന്ന് [46, 1038, 193, 1048]
list-item: 58. വിഷ്ണു, കേക്കട്ടീവീട്, കരുനിലക്കോട് [793, 1129, 920, 1139]
oil-tin-list [295, 834, 531, 1170]
list-item: 101. ഷിജി, കടകത്ത് വീട്, കരുനിലക്കോട് [793, 218, 933, 228]
list-item: 136. സാഹാൽ, പലയ്ക്കൽ, പൊയ്ക, വെൺകുളം [46, 838, 198, 848]
list-item: 64. ബാബുരാജ്, കരുണ, ചെറുന്നിയൂർ [544, 291, 667, 301]
offering-row [46, 237, 282, 246]
column-4 [787, 44, 1036, 670]
offering-label: നേർച്ച 2. [46, 136, 78, 146]
column-2 [288, 782, 537, 1403]
list-item: 23. ദേവു സജേയൻ, സത്യവിലാസം, പാളയംകുന്ന് [544, 938, 708, 948]
list-item: 14. ദിൽജോസ് രമ്പീശ്കുമാർ, ശ്രാവണം, പൊയ്ക, കരുനിലക്കോട് [544, 1163, 757, 1173]
list-item: 5. അനിലാൽ, ശിവാലി, നിമർ എച്ച്.എസ്, ഇടവ [295, 157, 454, 167]
offering-value: : വിനോദ്, വല്ലരണിനാവില്ല, വെൺകുളം [142, 236, 273, 246]
list-item: 66. വൈമ, തുണൻസിജു, വെൺകുളം, ഇടവ [793, 1202, 937, 1212]
list-item: 168. രവി, രാഘവസദനം, കുരയ്ക്കണ്ണി, വർക്കല [46, 1202, 196, 1212]
list-item: 9. ഷിനി, പ്രണവം, കവലയൂർ [295, 906, 389, 916]
